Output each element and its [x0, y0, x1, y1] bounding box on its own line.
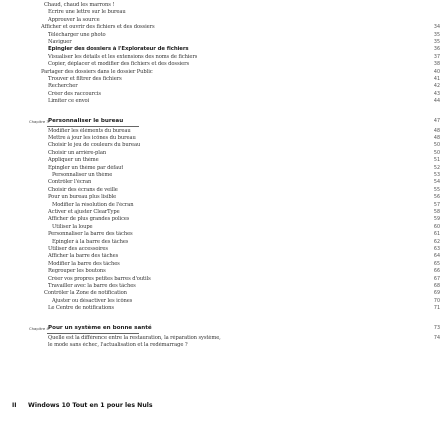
toc-entry-title: Afficher de plus grandes polices	[48, 216, 130, 223]
chapter-title: Personnaliser le bureau	[48, 117, 124, 124]
toc-entry-title: Rechercher	[48, 83, 78, 90]
toc-entry-title: Activer et ajuster ClearType	[48, 209, 120, 215]
toc-entry-title: Visualiser les détails et les extensions des noms de fichiers	[48, 53, 198, 60]
toc-entry-title: Créer des raccourcis	[48, 90, 101, 97]
toc-entry-title: Contrôler la Zone de notification	[44, 290, 127, 297]
toc-entry-title: Afficher la barre des tâches	[48, 253, 119, 260]
toc-entry-title: Utiliser la loupe	[52, 223, 93, 230]
page-number: 50	[433, 150, 440, 156]
toc-entry-title: Appliquer un thème	[48, 157, 99, 164]
page-number: 74	[433, 335, 440, 341]
chapter-number: Chapitre 4	[29, 325, 49, 331]
chapter-rule	[47, 126, 139, 127]
toc-entry-title: Contrôler l'écran	[48, 179, 92, 186]
page-number: 67	[433, 276, 440, 282]
toc-entry-title: Épingler un thème par défaut	[48, 164, 124, 171]
toc-entry-title: Choisir le jeu de couleurs du bureau	[48, 142, 141, 149]
page-number: 66	[433, 269, 440, 275]
page-number: 36	[433, 47, 440, 53]
page-number: 64	[433, 254, 440, 260]
page-number: 35	[433, 32, 440, 38]
page-number: 38	[433, 62, 440, 68]
page-number: 48	[433, 128, 440, 134]
page-number: 40	[433, 69, 440, 75]
chapter-title: Pour un système en bonne santé	[48, 324, 152, 331]
toc-entry-title: Travailler avec la barre des tâches	[48, 283, 136, 289]
page-number: 62	[433, 239, 440, 245]
toc-entry-title: Partager des dossiers dans le dossier Public	[41, 68, 153, 75]
toc-entry-title: Personnaliser un thème	[52, 172, 113, 178]
toc-entry-title: Utiliser des accessoires	[48, 246, 108, 252]
page-number: 59	[433, 217, 440, 223]
toc-entry-title: Créer vos propres petites barres d'outils	[48, 275, 151, 282]
page-number: 69	[433, 291, 440, 297]
page-number: 60	[433, 224, 440, 230]
toc-entry-title: Naviguer	[48, 39, 72, 45]
toc-entry	[0, 98, 448, 106]
toc-entry-title: Modifier les éléments du bureau	[48, 127, 131, 134]
page-number: 65	[433, 261, 440, 267]
toc-entry-title: Personnaliser la barre des tâches	[48, 231, 133, 238]
toc-entry	[0, 305, 448, 313]
toc-entry-title: Regrouper les boutons	[48, 268, 106, 275]
page-number: 56	[433, 195, 440, 201]
page-number: 52	[433, 165, 440, 171]
toc-entry	[0, 342, 448, 350]
toc-entry-title: Télécharger une photo	[48, 31, 106, 38]
toc-entry-title: Approuver la source	[48, 16, 100, 23]
page-number: 53	[433, 173, 440, 178]
page-number: 48	[433, 136, 440, 141]
toc-entry-title: Ajuster ou désactiver les icônes	[52, 297, 133, 304]
page-number: 55	[433, 187, 440, 193]
chapter-number: Chapitre 3	[29, 118, 49, 124]
toc-part-heading	[0, 402, 448, 410]
toc-entry-title: Écrire une lettre sur le bureau	[48, 9, 126, 16]
toc-entry-title: Modifier la barre des tâches	[48, 260, 120, 267]
page-number: 42	[433, 84, 440, 90]
page-number: 58	[433, 210, 440, 215]
toc-entry-title: Mettre à jour les icônes du bureau	[48, 135, 136, 141]
page-number: 37	[433, 54, 440, 60]
page-number: 57	[433, 202, 440, 208]
toc-entry-title: Trouver et filtrer des fichiers	[48, 76, 122, 82]
toc-entry-title: Pour un bureau plus lisible	[48, 194, 117, 201]
chapter-rule	[47, 333, 139, 334]
page-number: 73	[433, 325, 440, 331]
toc-entry-title: Le Centre de notifications	[48, 305, 114, 312]
toc-entry-title: Choisir des écrans de veille	[48, 186, 118, 193]
page-number: 61	[433, 232, 440, 238]
toc-entry-title: Choisir un arrière-plan	[48, 149, 107, 156]
toc-entry-title: Modifier la résolution de l'écran	[52, 201, 134, 208]
page-number: 71	[433, 306, 440, 312]
page-number: 43	[433, 91, 440, 97]
page-number: 70	[433, 298, 440, 304]
toc-chapter-heading	[0, 118, 448, 126]
toc-entry-title: Épingler des dossiers à l'Explorateur de fichiers	[48, 46, 189, 53]
part-title: Windows 10 Tout en 1 pour les Nuls	[28, 402, 153, 409]
toc-entry-title: Épingler à la barre des tâches	[52, 238, 129, 245]
page-number: 35	[433, 40, 440, 45]
toc-entry-title: Copier, déplacer et modifier des fichiers et des dossiers	[48, 61, 190, 68]
toc-entry-title: Chaud, chaud les marrons !	[44, 2, 115, 8]
toc-entry-title: Afficher et ouvrir des fichiers et des dossiers	[41, 24, 155, 31]
page-number: 47	[433, 118, 440, 124]
page-number: 63	[433, 247, 440, 252]
page-number: 68	[433, 284, 440, 289]
toc-entry-title: Limiter ce envoi	[48, 98, 90, 105]
part-number: II	[12, 402, 17, 409]
page-number: 50	[433, 143, 440, 149]
page-number: 41	[433, 77, 440, 82]
toc-entry-title: Quelle est la différence entre la restauration, la réparation système,	[48, 334, 221, 341]
page-number: 51	[433, 158, 440, 164]
page-number: 34	[433, 25, 440, 31]
page-number: 54	[433, 180, 440, 186]
toc-entry-title: le mode sans échec, l'actualisation et la redémarrage ?	[48, 342, 188, 348]
toc-chapter-heading	[0, 325, 448, 333]
page-number: 44	[433, 99, 440, 105]
